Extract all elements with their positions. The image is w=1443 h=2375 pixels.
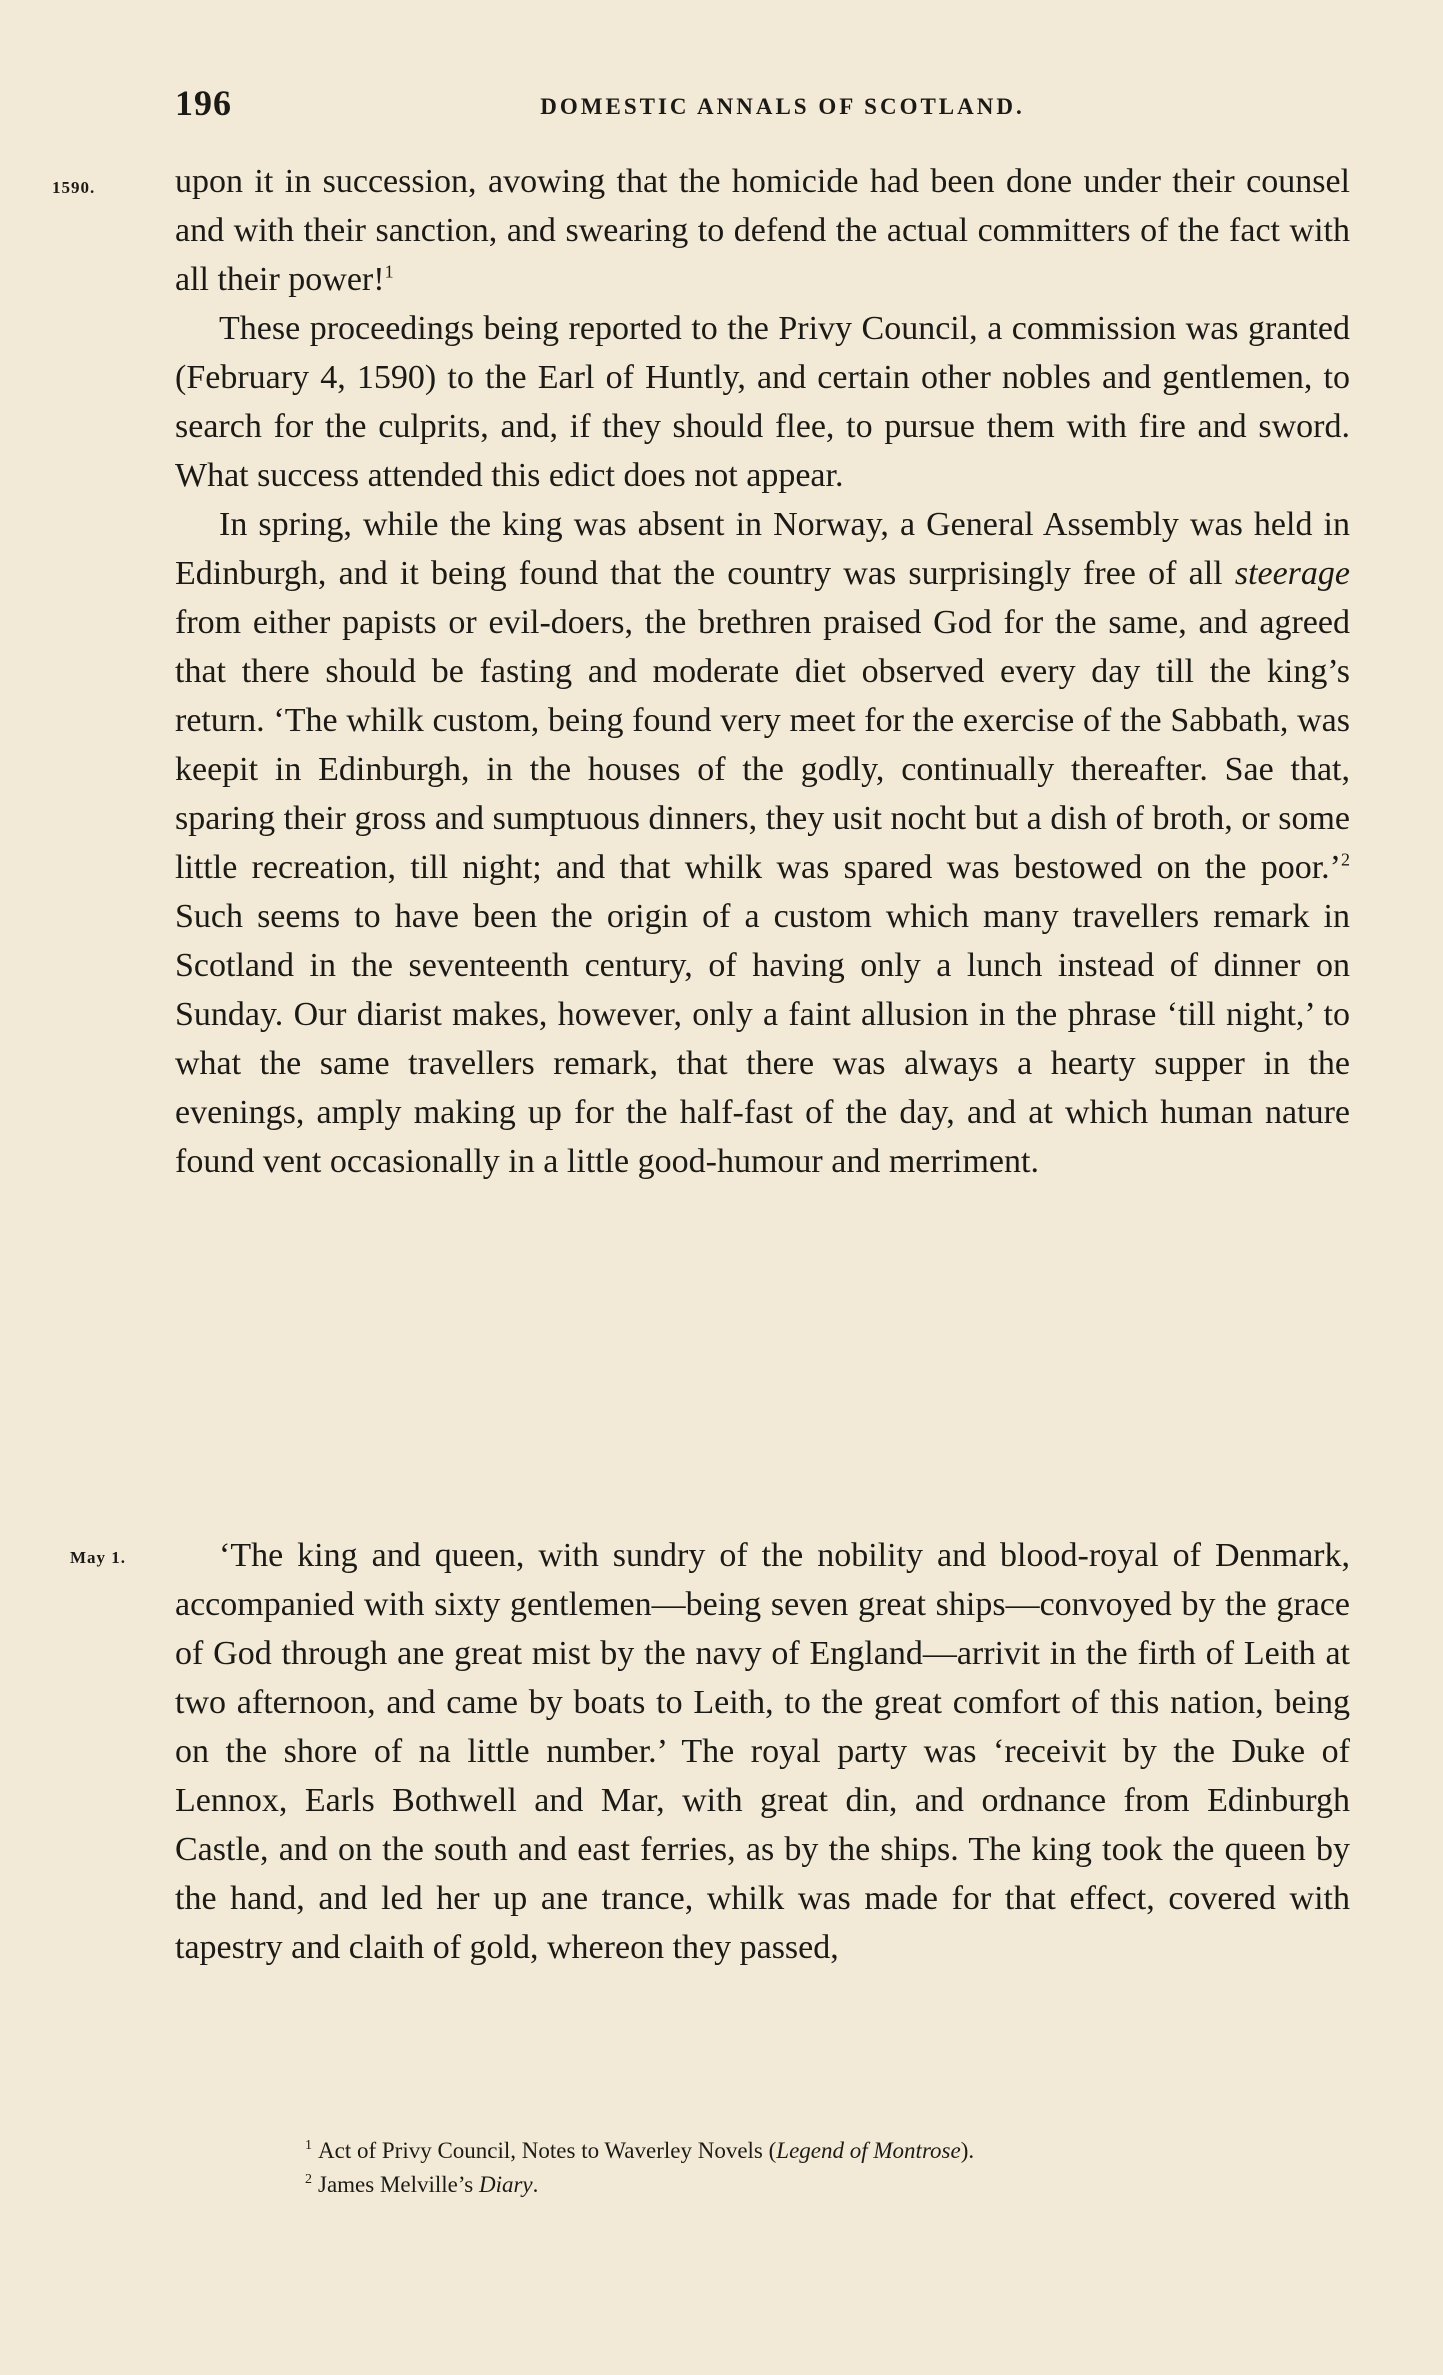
paragraph-text: from either papists or evil-doers, the brethren praised God for the same, and agreed that there should be fasting and moderate diet observed every day till the king’s return. ‘The whilk custom, being found very meet for the exercise of the Sabbath, was keepit in Edinburgh, in the houses of the godly, continually thereafter. Sae that, sparing their gross and sumptuous dinners, they usit nocht but a dish of broth, or some little recreation, till night; and that whilk was spared was bestowed on the poor.’ bbox=[175, 604, 1350, 886]
footnote-text: James Melville’s bbox=[318, 2172, 479, 2197]
italic-term: steerage bbox=[1234, 555, 1350, 592]
footnote-ref[interactable]: 1 bbox=[384, 261, 394, 282]
paragraph-text: These proceedings being reported to the Privy Council, a commission was granted (February 4, 1590) to the Earl of Huntly, and certain other nobles and gentlemen, to search for the culprits, and, if they should flee, to pursue them with fire and sword. What success attended this edict does not appear. bbox=[175, 310, 1350, 494]
margin-date: May 1. bbox=[70, 1548, 127, 1567]
footnote-text: . bbox=[532, 2172, 539, 2197]
footnote-mark: 1 bbox=[305, 2138, 312, 2154]
running-title: DOMESTIC ANNALS OF SCOTLAND. bbox=[540, 94, 1025, 119]
footnote bbox=[305, 2134, 1305, 2168]
paragraph bbox=[175, 304, 1350, 500]
paragraph bbox=[175, 157, 1350, 304]
body-text-section-1 bbox=[175, 157, 1350, 1186]
paragraph-text: upon it in succession, avowing that the homicide had been done under their counsel and with their sanction, and swearing to defend the actual committers of the fact with all their power! bbox=[175, 163, 1350, 298]
footnote-text: ). bbox=[960, 2138, 975, 2163]
body-text-section-2 bbox=[175, 1531, 1350, 1972]
paragraph bbox=[175, 1531, 1350, 1972]
page-header bbox=[175, 82, 1350, 132]
footnote-title: Legend of Montrose bbox=[776, 2138, 961, 2163]
paragraph-text: ‘The king and queen, with sundry of the nobility and blood-royal of Denmark, accompanied with sixty gentlemen—being seven great ships—convoyed by the grace of God through ane great mist by the navy of England—arrivit in the firth of Leith at two afternoon, and came by boats to Leith, to the great comfort of this nation, being on the shore of na little number.’ The royal party was ‘receivit by the Duke of Lennox, Earls Bothwell and Mar, with great din, and ordnance from Edinburgh Castle, and on the south and east ferries, as by the ships. The king took the queen by the hand, and led her up ane trance, whilk was made for that effect, covered with tapestry and claith of gold, whereon they passed, bbox=[175, 1537, 1350, 1966]
page-number: 196 bbox=[175, 83, 232, 123]
footnote-title: Diary bbox=[478, 2172, 533, 2197]
footnote-ref[interactable]: 2 bbox=[1341, 849, 1350, 870]
footnote bbox=[305, 2168, 1305, 2202]
paragraph-text: Such seems to have been the origin of a custom which many travellers remark in Scotland in the seventeenth century, of having only a lunch instead of dinner on Sunday. Our diarist makes, however, only a faint allusion in the phrase ‘till night,’ to what the same travellers remark, that there was always a hearty supper in the evenings, amply making up for the half-fast of the day, and at which human nature found vent occasionally in a little good-humour and merriment. bbox=[175, 898, 1350, 1180]
footnotes bbox=[305, 2134, 1305, 2202]
paragraph bbox=[175, 500, 1350, 1186]
footnote-mark: 2 bbox=[305, 2172, 312, 2188]
margin-year: 1590. bbox=[52, 178, 96, 197]
paragraph-text: In spring, while the king was absent in Norway, a General Assembly was held in Edinburgh, and it being found that the country was surprisingly free of all bbox=[175, 506, 1350, 592]
footnote-text: Act of Privy Council, Notes to Waverley Novels ( bbox=[318, 2138, 777, 2163]
